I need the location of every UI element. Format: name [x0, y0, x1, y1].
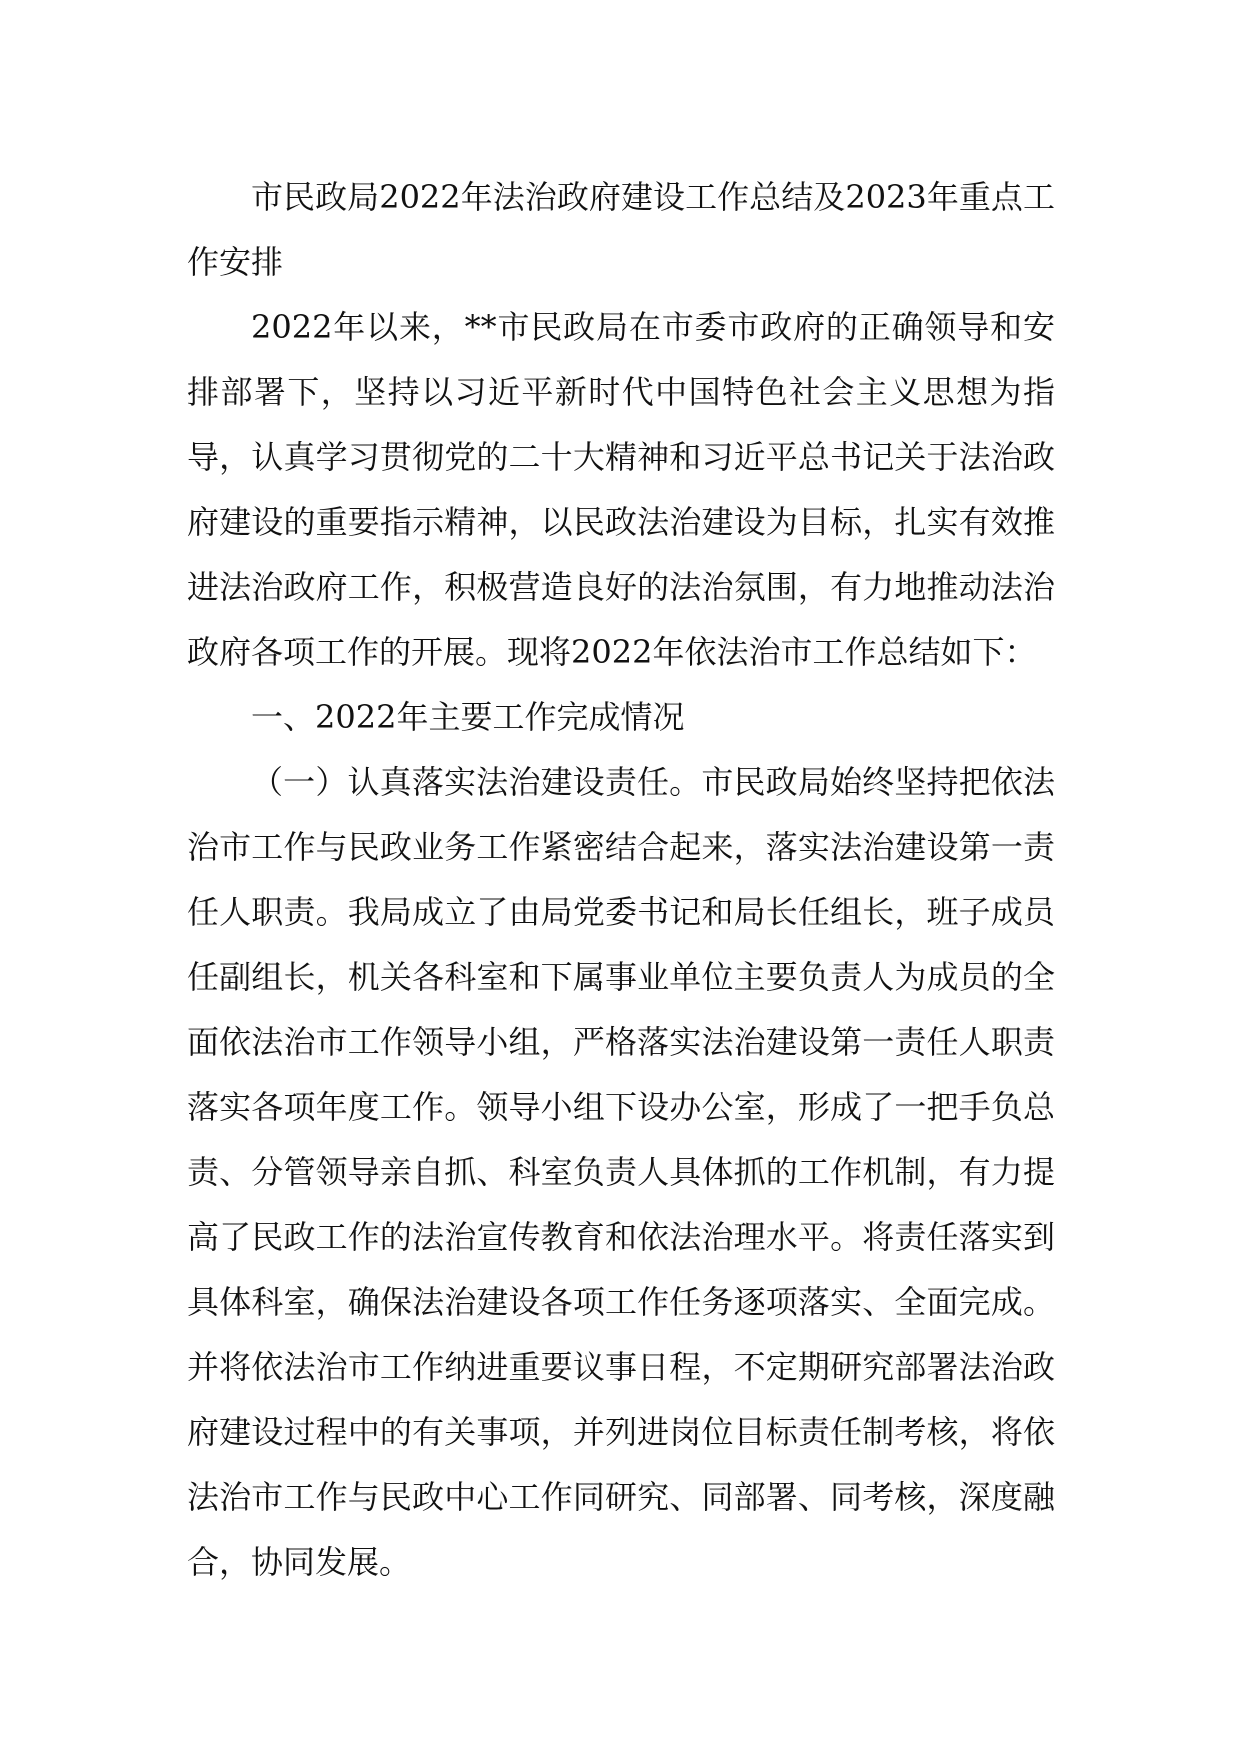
document-title: 市民政局2022年法治政府建设工作总结及2023年重点工作安排	[187, 178, 1055, 281]
intro-paragraph: 2022年以来，**市民政局在市委市政府的正确领导和安排部署下，坚持以习近平新时代中国特色社会主义思想为指导，认真学习贯彻党的二十大精神和习近平总书记关于法治政府建设的重要指示精神，以民政法治建设为目标，扎实有效推进法治政府工作，积极营造良好的法治氛围，有力地推动法治政府各项工作的开展。现将2022年依法治市工作总结如下：	[187, 308, 1055, 671]
section-heading: 一、2022年主要工作完成情况	[251, 698, 685, 736]
document-body	[187, 165, 1055, 1595]
subsection-paragraph: （一）认真落实法治建设责任。市民政局始终坚持把依法治市工作与民政业务工作紧密结合起来，落实法治建设第一责任人职责。我局成立了由局党委书记和局长任组长，班子成员任副组长，机关各科室和下属事业单位主要负责人为成员的全面依法治市工作领导小组，严格落实法治建设第一责任人职责落实各项年度工作。领导小组下设办公室，形成了一把手负总责、分管领导亲自抓、科室负责人具体抓的工作机制，有力提高了民政工作的法治宣传教育和依法治理水平。将责任落实到具体科室，确保法治建设各项工作任务逐项落实、全面完成。并将依法治市工作纳进重要议事日程，不定期研究部署法治政府建设过程中的有关事项，并列进岗位目标责任制考核，将依法治市工作与民政中心工作同研究、同部署、同考核，深度融合，协同发展。	[187, 763, 1055, 1581]
